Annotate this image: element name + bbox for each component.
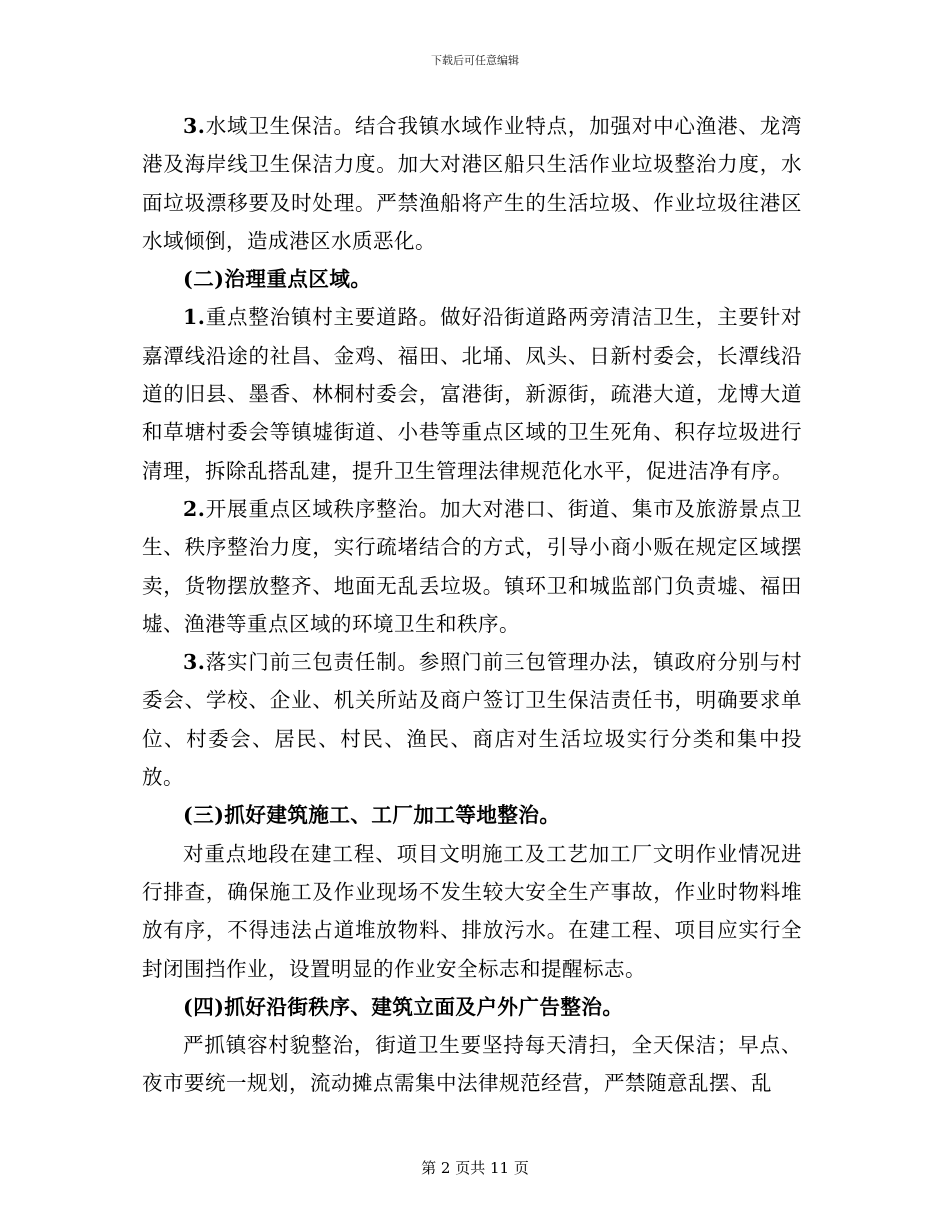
item-number: 1. [183, 305, 206, 330]
paragraph-three-guarantees [142, 643, 802, 796]
item-number: 2. [183, 496, 206, 521]
paragraph-text: 开展重点区域秩序整治。加大对港口、街道、集市及旅游景点卫生、秩序整治力度，实行疏堵结合的方式，引导小商小贩在规定区域摆卖，货物摆放整齐、地面无乱丢垃圾。镇环卫和城监部门负责墟、福田墟、渔港等重点区域的环境卫生和秩序。 [142, 496, 802, 636]
paragraph-construction-check: 对重点地段在建工程、项目文明施工及工艺加工厂文明作业情况进行排查，确保施工及作业现场不发生较大安全生产事故，作业时物料堆放有序，不得违法占道堆放物料、排放污水。在建工程、项目应实行全封闭围挡作业，设置明显的作业安全标志和提醒标志。 [142, 841, 802, 981]
paragraph-text: 落实门前三包责任制。参照门前三包管理办法，镇政府分别与村委会、学校、企业、机关所站及商户签订卫生保洁责任书，明确要求单位、村委会、居民、村民、渔民、商店对生活垃圾实行分类和集中投放。 [142, 650, 802, 790]
paragraph-water-sanitation [142, 107, 802, 260]
section-heading-street-order: (四)抓好沿街秩序、建筑立面及户外广告整治。 [183, 994, 624, 1019]
section-heading-construction: (三)抓好建筑施工、工厂加工等地整治。 [183, 803, 561, 828]
page-header-note: 下载后可任意编辑 [431, 54, 519, 67]
paragraph-text: 重点整治镇村主要道路。做好沿街道路两旁清洁卫生，主要针对嘉潭线沿途的社昌、金鸡、福田、北埇、凤头、日新村委会，长潭线沿道的旧县、墨香、林桐村委会，富港街，新源街，疏港大道，龙博大道和草塘村委会等镇墟街道、小巷等重点区域的卫生死角、积存垃圾进行清理，拆除乱搭乱建，提升卫生管理法律规范化水平，促进洁净有序。 [142, 305, 802, 483]
paragraph-area-order [142, 490, 802, 643]
paragraph-main-roads [142, 298, 802, 489]
item-number: 3. [183, 650, 206, 675]
paragraph-text: 水域卫生保洁。结合我镇水域作业特点，加强对中心渔港、龙湾港及海岸线卫生保洁力度。加大对港区船只生活作业垃圾整治力度，水面垃圾漂移要及时处理。严禁渔船将产生的生活垃圾、作业垃圾往港区水域倾倒，造成港区水质恶化。 [142, 114, 802, 253]
section-heading-key-areas: (二)治理重点区域。 [183, 267, 372, 292]
item-number: 3. [183, 114, 206, 138]
page-number: 第 2 页共 11 页 [421, 1159, 529, 1177]
paragraph-town-appearance: 严抓镇容村貌整治，街道卫生要坚持每天清扫，全天保洁；早点、夜市要统一规划，流动摊点需集中法律规范经营，严禁随意乱摆、乱 [142, 1033, 802, 1096]
document-body [142, 107, 802, 1103]
